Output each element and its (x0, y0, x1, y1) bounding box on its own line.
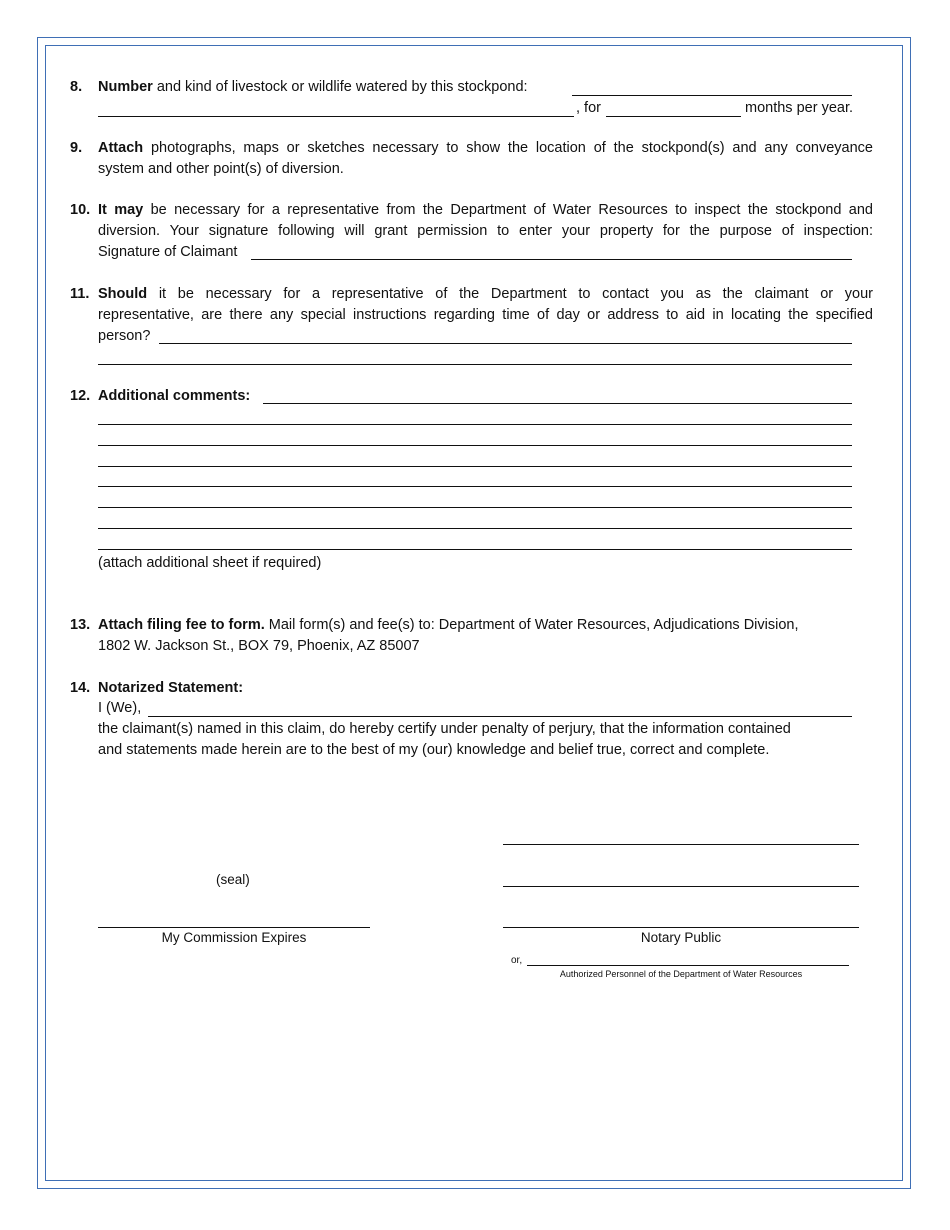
item-10-line-2: diversion. Your signature following will grant permission to enter your property for the purpose of inspection: (98, 223, 873, 239)
notary-public-label: Notary Public (640, 930, 722, 945)
item-9-bold: Attach (98, 140, 144, 156)
comments-line-4[interactable] (98, 466, 852, 467)
authorized-personnel-label: Authorized Personnel of the Department of Water Resources (559, 969, 803, 979)
commission-expires-label: My Commission Expires (161, 930, 307, 945)
item-10-bold: It may (98, 202, 144, 218)
i-we-label: I (We), (98, 700, 142, 716)
comments-line-5[interactable] (98, 486, 852, 487)
item-11-line-3: person? (98, 328, 151, 344)
special-instructions-field-2[interactable] (98, 364, 852, 365)
comments-line-3[interactable] (98, 445, 852, 446)
livestock-kind-field[interactable] (572, 95, 852, 96)
item-8-question (98, 78, 528, 96)
signature-line-2[interactable] (503, 886, 859, 887)
special-instructions-field[interactable] (159, 343, 852, 344)
months-label: months per year. (745, 100, 853, 116)
item-11-line-2: representative, are there any special instructions regarding time of day or address to aid in locating the specified (98, 307, 873, 323)
item-9-text: photographs, maps or sketches necessary to show the location of the stockpond(s) and any conveyance (143, 140, 873, 156)
item-9-number: 9. (70, 140, 83, 156)
item-12-number: 12. (70, 388, 91, 404)
item-11-number: 11. (70, 286, 90, 302)
comments-line-2[interactable] (98, 424, 852, 425)
notarized-statement-heading: Notarized Statement: (98, 680, 244, 696)
item-10-line-1 (98, 201, 873, 219)
item-11-bold: Should (98, 286, 148, 302)
for-label: , for (576, 100, 601, 116)
item-13-line-2: 1802 W. Jackson St., BOX 79, Phoenix, AZ 85007 (98, 638, 420, 654)
livestock-kind-field-2[interactable] (98, 116, 574, 117)
comments-line-8[interactable] (98, 549, 852, 550)
commission-expires-field[interactable] (98, 927, 370, 928)
item-14-number: 14. (70, 680, 91, 696)
item-8-bold: Number (98, 79, 153, 95)
comments-line-1[interactable] (263, 403, 852, 404)
item-14-line-1: the claimant(s) named in this claim, do hereby certify under penalty of perjury, that the information contained (98, 721, 791, 737)
item-13-bold: Attach filing fee to form. (98, 617, 265, 633)
item-8-number: 8. (70, 79, 83, 95)
item-8-text: and kind of livestock or wildlife watered by this stockpond: (152, 79, 528, 95)
notary-public-signature-field[interactable] (503, 927, 859, 928)
item-11-text: it be necessary for a representative of the Department to contact you as the claimant or your (147, 286, 873, 302)
claimant-names-field[interactable] (148, 716, 852, 717)
item-11-line-1 (98, 285, 873, 303)
item-13-number: 13. (70, 617, 91, 633)
seal-label: (seal) (216, 872, 250, 887)
item-13-line-1 (98, 616, 799, 634)
signature-line-1[interactable] (503, 844, 859, 845)
item-13-text: Mail form(s) and fee(s) to: Department of Water Resources, Adjudications Division, (264, 617, 799, 633)
signature-of-claimant-label: Signature of Claimant (98, 244, 238, 260)
comments-line-7[interactable] (98, 528, 852, 529)
or-label: or, (511, 955, 523, 966)
additional-comments-label: Additional comments: (98, 388, 251, 404)
item-9-line-1 (98, 139, 873, 157)
months-field[interactable] (606, 116, 741, 117)
item-10-text: be necessary for a representative from the Department of Water Resources to inspect the stockpond and (143, 202, 873, 218)
item-10-number: 10. (70, 202, 91, 218)
claimant-signature-field[interactable] (251, 259, 852, 260)
item-14-line-2: and statements made herein are to the best of my (our) knowledge and belief true, correct and complete. (98, 742, 770, 758)
attach-sheet-note: (attach additional sheet if required) (98, 555, 322, 571)
item-9-line-2: system and other point(s) of diversion. (98, 161, 344, 177)
comments-line-6[interactable] (98, 507, 852, 508)
